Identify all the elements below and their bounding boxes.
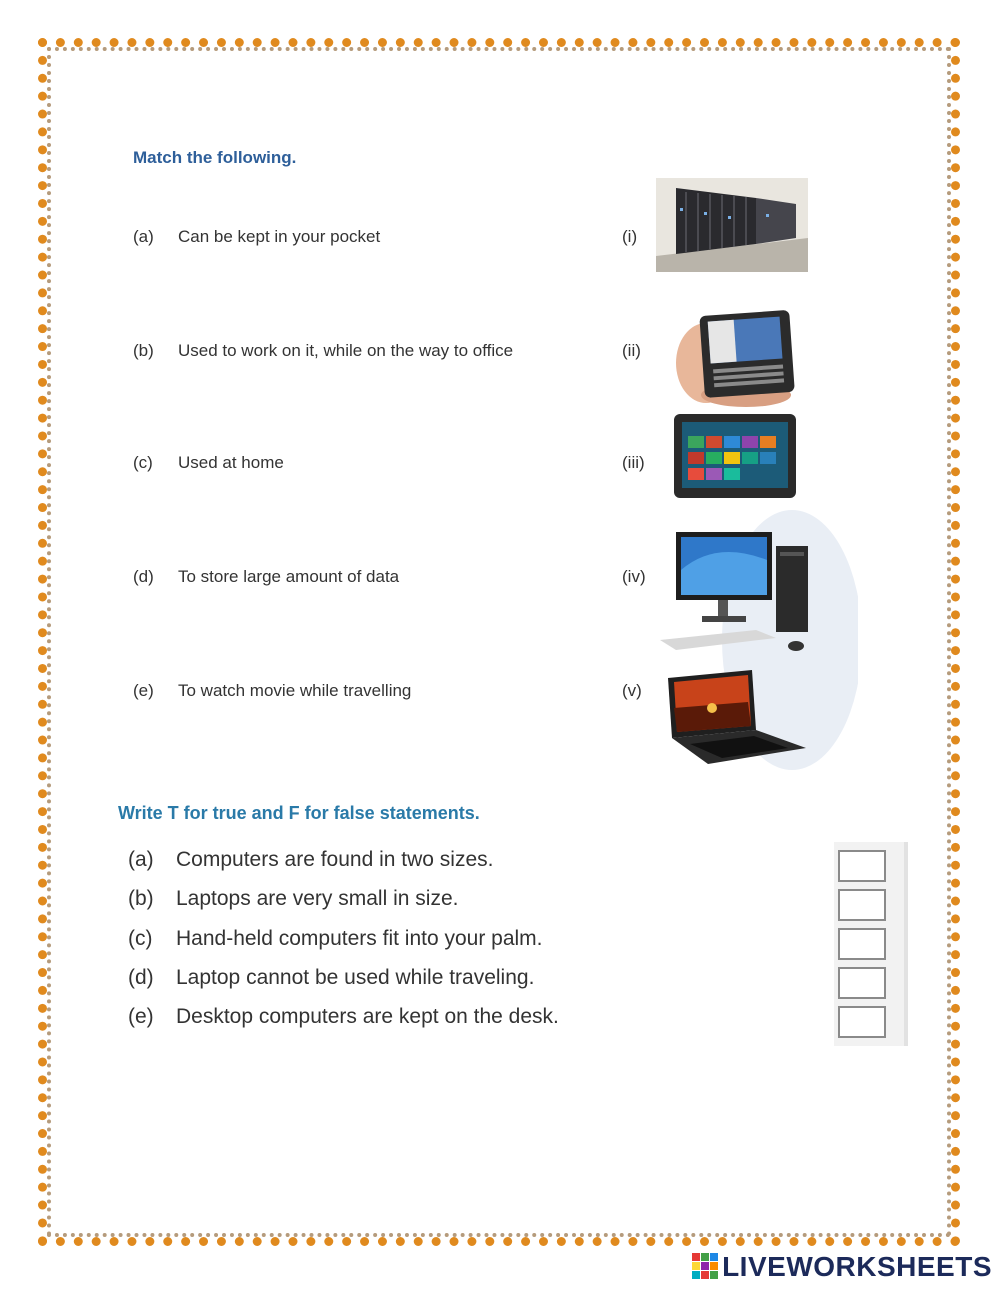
brand-name: LIVEWORKSHEETS [722, 1251, 992, 1282]
tf-letter: (d) [128, 966, 154, 989]
answer-box-c[interactable] [838, 928, 886, 960]
answer-box-e[interactable] [838, 1006, 886, 1038]
answer-box-d[interactable] [838, 967, 886, 999]
match-item-e [133, 681, 411, 701]
match-item-d [133, 567, 399, 587]
match-roman-iii: (iii) [622, 453, 645, 472]
match-letter: (c) [133, 453, 153, 472]
tf-text: Computers are found in two sizes. [176, 848, 494, 871]
match-letter: (a) [133, 227, 154, 246]
match-letter: (e) [133, 681, 154, 700]
match-letter: (d) [133, 567, 154, 586]
truefalse-heading: Write T for true and F for false statements. [118, 803, 480, 823]
tf-text: Laptop cannot be used while traveling. [176, 966, 535, 989]
match-roman-i: (i) [622, 227, 638, 246]
match-text: To watch movie while travelling [178, 681, 412, 700]
tf-item-c [128, 927, 543, 951]
tf-text: Hand-held computers fit into your palm. [176, 927, 543, 950]
tf-item-d [128, 966, 534, 990]
match-roman-ii: (ii) [622, 341, 641, 360]
tablet-image [674, 414, 796, 498]
match-item-a [133, 227, 380, 247]
tf-text: Laptops are very small in size. [176, 887, 459, 910]
desktop-computer-image [656, 530, 812, 654]
liveworksheets-logo-icon [692, 1253, 718, 1279]
tf-letter: (c) [128, 927, 153, 950]
match-roman-v: (v) [622, 681, 642, 700]
tf-item-a [128, 848, 493, 872]
tf-letter: (a) [128, 848, 154, 871]
match-roman-iv: (iv) [622, 567, 646, 586]
answer-box-b[interactable] [838, 889, 886, 921]
match-text: To store large amount of data [178, 567, 400, 586]
match-text: Used to work on it, while on the way to office [178, 341, 514, 360]
match-text: Can be kept in your pocket [178, 227, 381, 246]
answer-box-a[interactable] [838, 850, 886, 882]
match-item-b [133, 341, 513, 361]
match-item-c [133, 453, 284, 473]
tf-letter: (b) [128, 887, 154, 910]
tf-letter: (e) [128, 1005, 154, 1028]
liveworksheets-brand [692, 1251, 992, 1283]
handheld-computer-image [676, 303, 796, 407]
match-text: Used at home [178, 453, 284, 472]
match-heading: Match the following. [133, 148, 297, 167]
tf-text: Desktop computers are kept on the desk. [176, 1005, 559, 1028]
match-letter: (b) [133, 341, 154, 360]
tf-item-e [128, 1005, 559, 1029]
laptop-image [660, 668, 806, 764]
tf-item-b [128, 887, 458, 911]
supercomputer-image [656, 178, 808, 272]
